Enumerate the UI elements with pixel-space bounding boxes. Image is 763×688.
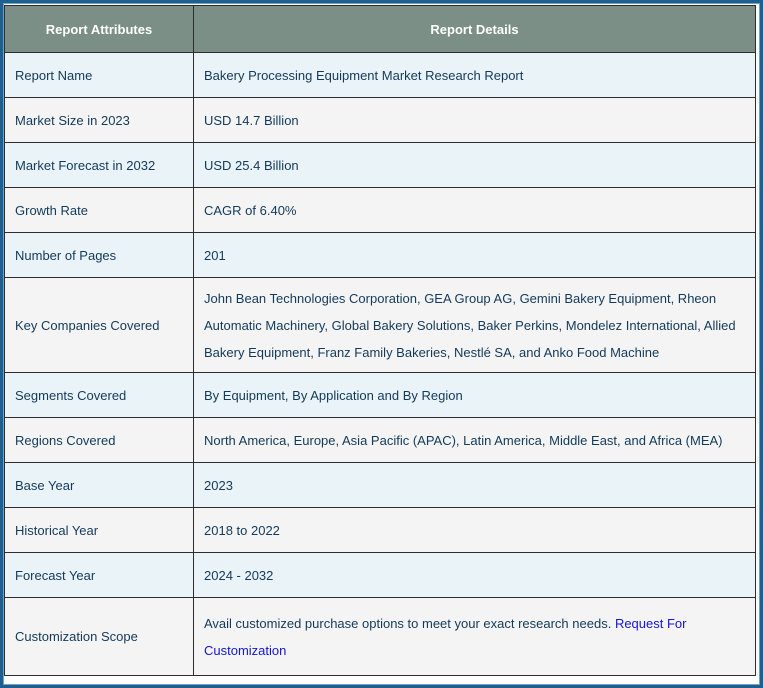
attribute-cell: Regions Covered [5,418,194,463]
attribute-cell: Key Companies Covered [5,278,194,373]
attribute-cell: Market Forecast in 2032 [5,143,194,188]
detail-cell: John Bean Technologies Corporation, GEA Group AG, Gemini Bakery Equipment, Rheon Automatic Machinery, Global Bakery Solutions, Baker Perkins, Mondelez International, Allied Bakery Equipment, Franz Family Bakeries, Nestlé SA, and Anko Food Machine [194,278,756,373]
detail-cell: USD 25.4 Billion [194,143,756,188]
customization-text: Avail customized purchase options to meet your exact research needs. [204,615,612,631]
detail-cell: North America, Europe, Asia Pacific (APAC), Latin America, Middle East, and Africa (MEA) [194,418,756,463]
detail-cell: 201 [194,233,756,278]
detail-cell: USD 14.7 Billion [194,98,756,143]
attribute-cell: Historical Year [5,508,194,553]
table-row [5,553,756,598]
table-row [5,143,756,188]
table-row [5,98,756,143]
report-details-table [4,5,756,676]
table-row [5,418,756,463]
attribute-cell: Customization Scope [5,598,194,676]
table-row [5,233,756,278]
request-customization-link[interactable]: Request For Customization [204,615,687,658]
detail-cell: By Equipment, By Application and By Region [194,373,756,418]
detail-cell [194,598,756,676]
table-row [5,188,756,233]
table-row [5,53,756,98]
detail-cell: 2024 - 2032 [194,553,756,598]
attribute-cell: Segments Covered [5,373,194,418]
table-row [5,598,756,676]
attribute-cell: Growth Rate [5,188,194,233]
attribute-cell: Number of Pages [5,233,194,278]
header-report-details: Report Details [194,6,756,53]
table-row [5,373,756,418]
detail-cell: CAGR of 6.40% [194,188,756,233]
attribute-cell: Market Size in 2023 [5,98,194,143]
table-row [5,508,756,553]
attribute-cell: Forecast Year [5,553,194,598]
detail-cell: 2018 to 2022 [194,508,756,553]
detail-cell: 2023 [194,463,756,508]
table-row [5,463,756,508]
attribute-cell: Report Name [5,53,194,98]
detail-cell: Bakery Processing Equipment Market Research Report [194,53,756,98]
table-row [5,278,756,373]
attribute-cell: Base Year [5,463,194,508]
header-report-attributes: Report Attributes [5,6,194,53]
table-header-row [5,6,756,53]
